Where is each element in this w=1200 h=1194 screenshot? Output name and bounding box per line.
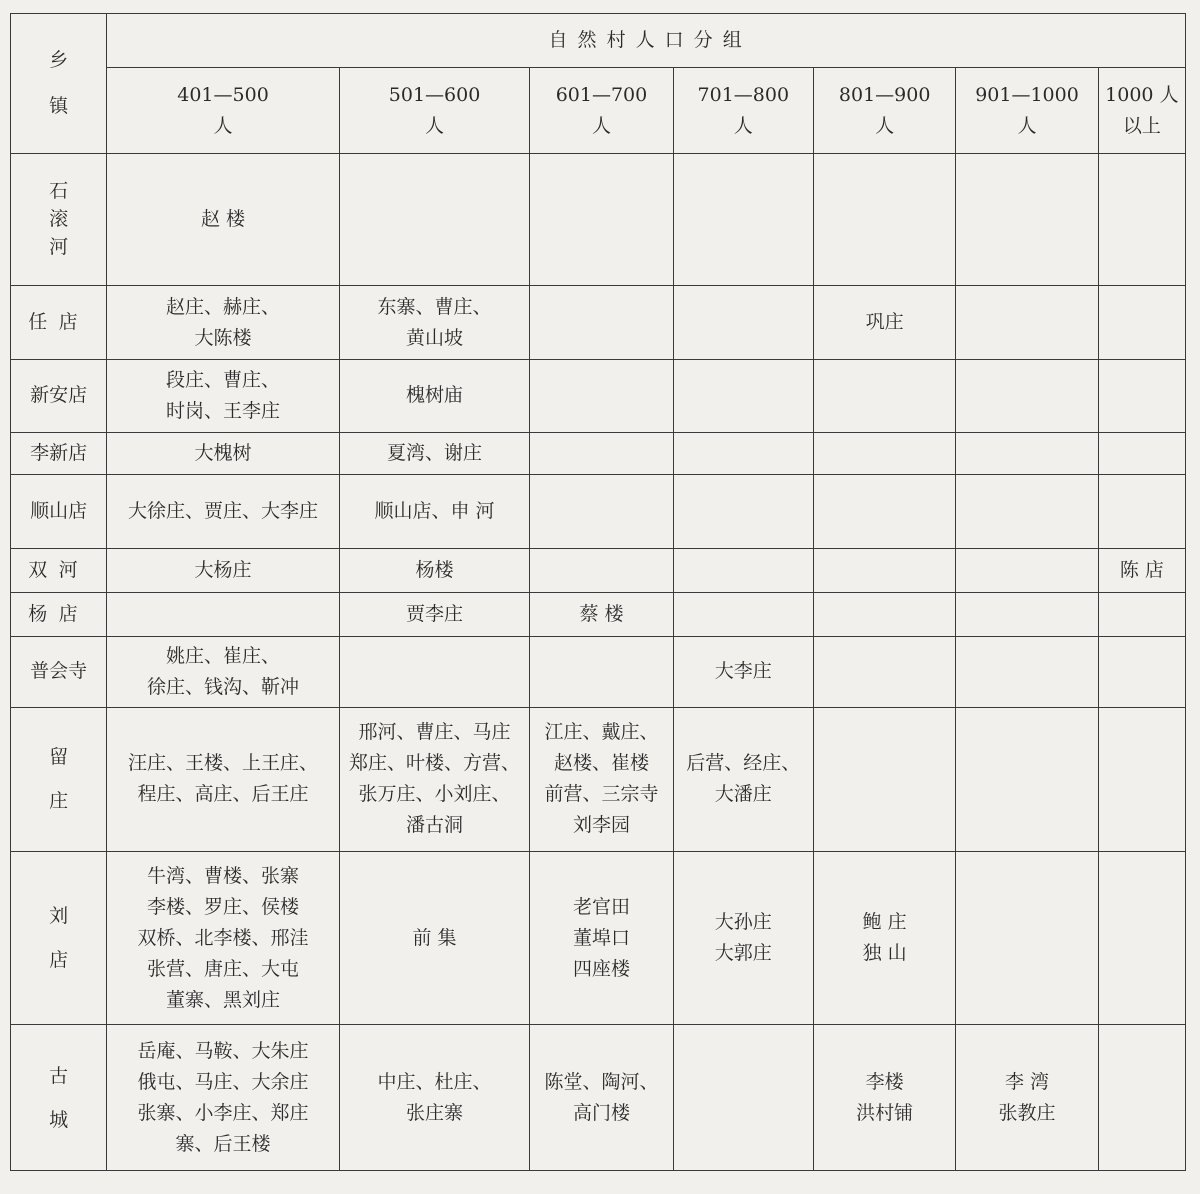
village-list (138, 1036, 309, 1160)
data-cell (1098, 637, 1185, 707)
data-cell (673, 1025, 813, 1171)
village-line: 大潘庄 (714, 783, 772, 806)
data-cell (956, 359, 1098, 432)
village-line: 鲍 庄 (862, 911, 907, 934)
data-cell (530, 1025, 673, 1171)
village-list (579, 599, 623, 630)
data-cell (813, 707, 955, 852)
data-cell (673, 707, 813, 852)
village-list (715, 656, 772, 687)
group-title (107, 14, 1186, 68)
table-row (11, 707, 1186, 852)
village-line: 俄屯、马庄、大余庄 (137, 1070, 309, 1093)
village-line: 赵楼、崔楼 (553, 752, 649, 775)
data-cell (107, 592, 340, 636)
village-line: 李楼 (865, 1070, 904, 1093)
village-line: 张寨、小李庄、郑庄 (137, 1101, 309, 1124)
data-cell (813, 637, 955, 707)
village-list (147, 641, 299, 703)
data-cell (1098, 548, 1185, 592)
data-cell (673, 852, 813, 1025)
data-cell (673, 286, 813, 359)
data-cell (530, 548, 673, 592)
data-cell (339, 592, 529, 636)
data-cell (339, 637, 529, 707)
data-cell (673, 592, 813, 636)
data-cell (107, 475, 340, 548)
village-list (999, 1067, 1056, 1129)
village-line: 陈 店 (1119, 558, 1164, 581)
village-line: 蔡 楼 (579, 603, 624, 626)
village-line: 张万庄、小刘庄、 (358, 783, 511, 806)
data-cell (107, 286, 340, 359)
village-line: 后营、经庄、 (686, 752, 801, 775)
village-line: 四座楼 (572, 957, 630, 980)
column-header-text (839, 80, 931, 142)
village-population-table (10, 13, 1186, 1171)
village-list (715, 907, 772, 969)
village-list (413, 923, 457, 954)
column-range: 501—600 (388, 83, 481, 106)
village-line: 刘李园 (572, 814, 630, 837)
village-list (856, 1067, 913, 1129)
village-line: 董埠口 (572, 926, 630, 949)
village-line: 李楼、罗庄、侯楼 (147, 895, 300, 918)
village-line: 洪村铺 (856, 1101, 914, 1124)
data-cell (339, 475, 529, 548)
data-cell (813, 475, 955, 548)
village-list (863, 907, 907, 969)
town-cell (11, 637, 107, 707)
table-row (11, 548, 1186, 592)
town-label: 石滚河 (49, 179, 69, 258)
data-cell (673, 433, 813, 475)
village-list (544, 1067, 658, 1129)
town-label: 新安店 (30, 384, 88, 407)
town-cell (11, 852, 107, 1025)
data-cell (813, 852, 955, 1025)
data-cell (813, 359, 955, 432)
village-list (866, 307, 904, 338)
village-list (544, 717, 658, 841)
village-line: 黄山坡 (406, 326, 464, 349)
data-cell (339, 359, 529, 432)
table-row (11, 852, 1186, 1025)
town-label: 留庄 (49, 746, 69, 813)
town-label: 顺山店 (30, 500, 88, 523)
data-cell (530, 852, 673, 1025)
column-range: 901—1000 (975, 83, 1079, 106)
data-cell (107, 548, 340, 592)
column-unit: 人 (591, 114, 611, 137)
village-line: 东寨、曹庄、 (377, 295, 492, 318)
data-cell (1098, 592, 1185, 636)
data-cell (530, 637, 673, 707)
village-line: 汪庄、王楼、上王庄、 (128, 752, 319, 775)
village-line: 夏湾、谢庄 (387, 442, 483, 465)
data-cell (956, 707, 1098, 852)
column-unit: 人 (733, 114, 753, 137)
village-line: 大李庄 (714, 660, 772, 683)
column-header (1098, 68, 1185, 153)
data-cell (956, 433, 1098, 475)
village-line: 前 集 (412, 926, 457, 949)
header-row-group (11, 14, 1186, 68)
data-cell (1098, 1025, 1185, 1171)
data-cell (339, 286, 529, 359)
village-line: 槐树庙 (406, 384, 464, 407)
column-header-text (975, 80, 1079, 142)
town-label: 杨店 (28, 603, 90, 626)
column-unit: 以上 (1122, 114, 1161, 137)
village-line: 姚庄、崔庄、 (166, 644, 281, 667)
data-cell (107, 637, 340, 707)
data-cell (339, 548, 529, 592)
data-cell (1098, 707, 1185, 852)
village-list (166, 365, 280, 427)
column-header-text (389, 80, 481, 142)
column-range: 801—900 (838, 83, 931, 106)
town-cell (11, 592, 107, 636)
column-header (339, 68, 529, 153)
data-cell (813, 592, 955, 636)
village-line: 郑庄、叶楼、方营、 (349, 752, 521, 775)
column-header-text (177, 80, 269, 142)
data-cell (673, 359, 813, 432)
data-cell (673, 548, 813, 592)
data-cell (673, 475, 813, 548)
town-cell (11, 475, 107, 548)
data-cell (530, 592, 673, 636)
data-cell (956, 548, 1098, 592)
data-cell (956, 475, 1098, 548)
town-cell (11, 286, 107, 359)
column-range: 701—800 (697, 83, 790, 106)
village-line: 岳庵、马鞍、大朱庄 (137, 1039, 309, 1062)
column-header-text (556, 80, 648, 142)
village-list (201, 204, 245, 235)
column-unit: 人 (425, 114, 445, 137)
village-line: 时岗、王李庄 (166, 399, 281, 422)
village-line: 徐庄、钱沟、靳冲 (147, 675, 300, 698)
village-list (195, 555, 252, 586)
village-line: 独 山 (862, 942, 907, 965)
village-line: 双桥、北李楼、邢洼 (137, 926, 309, 949)
data-cell (530, 286, 673, 359)
village-line: 赵庄、赫庄、 (166, 295, 281, 318)
table-row (11, 592, 1186, 636)
village-list (378, 1067, 492, 1129)
village-list (573, 892, 630, 985)
data-cell (339, 153, 529, 286)
corner-header (11, 14, 107, 154)
data-cell (673, 153, 813, 286)
village-line: 大徐庄、贾庄、大李庄 (128, 500, 319, 523)
data-cell (956, 153, 1098, 286)
village-list (406, 599, 463, 630)
village-line: 大杨庄 (194, 558, 252, 581)
village-line: 贾李庄 (406, 603, 464, 626)
village-list (406, 380, 463, 411)
village-line: 寨、后王楼 (175, 1132, 271, 1155)
group-title-label: 自 然 村 人 口 分 组 (548, 29, 744, 52)
data-cell (1098, 359, 1185, 432)
village-list (375, 496, 495, 527)
data-cell (107, 359, 340, 432)
village-line: 董寨、黑刘庄 (166, 988, 281, 1011)
town-cell (11, 1025, 107, 1171)
column-header (530, 68, 673, 153)
village-line: 高门楼 (572, 1101, 630, 1124)
village-line: 潘古洞 (406, 814, 464, 837)
data-cell (1098, 286, 1185, 359)
village-list (195, 438, 252, 469)
corner-label: 乡镇 (49, 49, 69, 118)
table-row (11, 433, 1186, 475)
data-cell (107, 852, 340, 1025)
village-line: 程庄、高庄、后王庄 (137, 783, 309, 806)
column-header (107, 68, 340, 153)
village-line: 大陈楼 (194, 326, 252, 349)
village-line: 杨楼 (415, 558, 454, 581)
village-list (128, 496, 318, 527)
data-cell (1098, 475, 1185, 548)
data-cell (1098, 153, 1185, 286)
village-list (416, 555, 454, 586)
column-header-text (1105, 80, 1178, 142)
column-unit: 人 (1017, 114, 1037, 137)
village-line: 段庄、曹庄、 (166, 368, 281, 391)
data-cell (813, 548, 955, 592)
data-cell (530, 153, 673, 286)
village-line: 巩庄 (865, 311, 904, 334)
village-line: 邢河、曹庄、马庄 (358, 721, 511, 744)
town-cell (11, 153, 107, 286)
column-range: 601—700 (555, 83, 648, 106)
data-cell (339, 1025, 529, 1171)
village-line: 大孙庄 (714, 911, 772, 934)
data-cell (813, 286, 955, 359)
table-row (11, 153, 1186, 286)
village-line: 赵 楼 (201, 208, 246, 231)
column-unit: 人 (875, 114, 895, 137)
data-cell (107, 153, 340, 286)
town-cell (11, 548, 107, 592)
data-cell (1098, 433, 1185, 475)
data-cell (956, 1025, 1098, 1171)
column-header (673, 68, 813, 153)
data-cell (530, 359, 673, 432)
table-row (11, 475, 1186, 548)
data-cell (956, 852, 1098, 1025)
village-line: 顺山店、申 河 (374, 500, 495, 523)
data-cell (813, 433, 955, 475)
village-line: 张庄寨 (406, 1101, 464, 1124)
village-line: 前营、三宗寺 (544, 783, 659, 806)
column-header (956, 68, 1098, 153)
town-cell (11, 359, 107, 432)
column-header (813, 68, 955, 153)
village-line: 大槐树 (194, 442, 252, 465)
village-line: 张教庄 (998, 1101, 1056, 1124)
data-cell (813, 153, 955, 286)
village-line: 中庄、杜庄、 (377, 1070, 492, 1093)
village-list (166, 292, 280, 354)
town-label: 李新店 (30, 442, 88, 465)
table-row (11, 1025, 1186, 1171)
data-cell (673, 637, 813, 707)
data-cell (339, 707, 529, 852)
data-cell (339, 433, 529, 475)
village-list (387, 438, 482, 469)
table-row (11, 359, 1186, 432)
data-cell (530, 475, 673, 548)
data-cell (1098, 852, 1185, 1025)
town-cell (11, 707, 107, 852)
village-line: 老官田 (572, 895, 630, 918)
data-cell (107, 433, 340, 475)
village-list (1120, 555, 1164, 586)
data-cell (530, 707, 673, 852)
village-line: 张营、唐庄、大屯 (147, 957, 300, 980)
village-line: 大郭庄 (714, 942, 772, 965)
village-line: 李 湾 (1005, 1070, 1050, 1093)
column-range: 1000 人 (1105, 83, 1179, 106)
column-header-text (698, 80, 790, 142)
data-cell (956, 286, 1098, 359)
data-cell (107, 1025, 340, 1171)
table-row (11, 637, 1186, 707)
town-label: 古城 (49, 1064, 69, 1131)
data-cell (339, 852, 529, 1025)
data-cell (956, 637, 1098, 707)
village-line: 江庄、戴庄、 (544, 721, 659, 744)
village-list (349, 717, 520, 841)
village-list (128, 748, 318, 810)
table-row (11, 286, 1186, 359)
town-cell (11, 433, 107, 475)
village-line: 牛湾、曹楼、张寨 (147, 864, 300, 887)
data-cell (956, 592, 1098, 636)
page (10, 13, 1188, 1173)
column-range: 401—500 (177, 83, 269, 106)
village-list (686, 748, 800, 810)
data-cell (530, 433, 673, 475)
village-list (378, 292, 492, 354)
town-label: 任店 (28, 311, 90, 334)
village-list (138, 861, 309, 1016)
data-cell (813, 1025, 955, 1171)
village-line: 陈堂、陶河、 (544, 1070, 659, 1093)
column-unit: 人 (213, 114, 233, 137)
town-label: 普会寺 (30, 660, 88, 683)
data-cell (107, 707, 340, 852)
town-label: 双河 (28, 558, 90, 581)
header-row-columns (11, 68, 1186, 153)
town-label: 刘店 (49, 905, 69, 972)
